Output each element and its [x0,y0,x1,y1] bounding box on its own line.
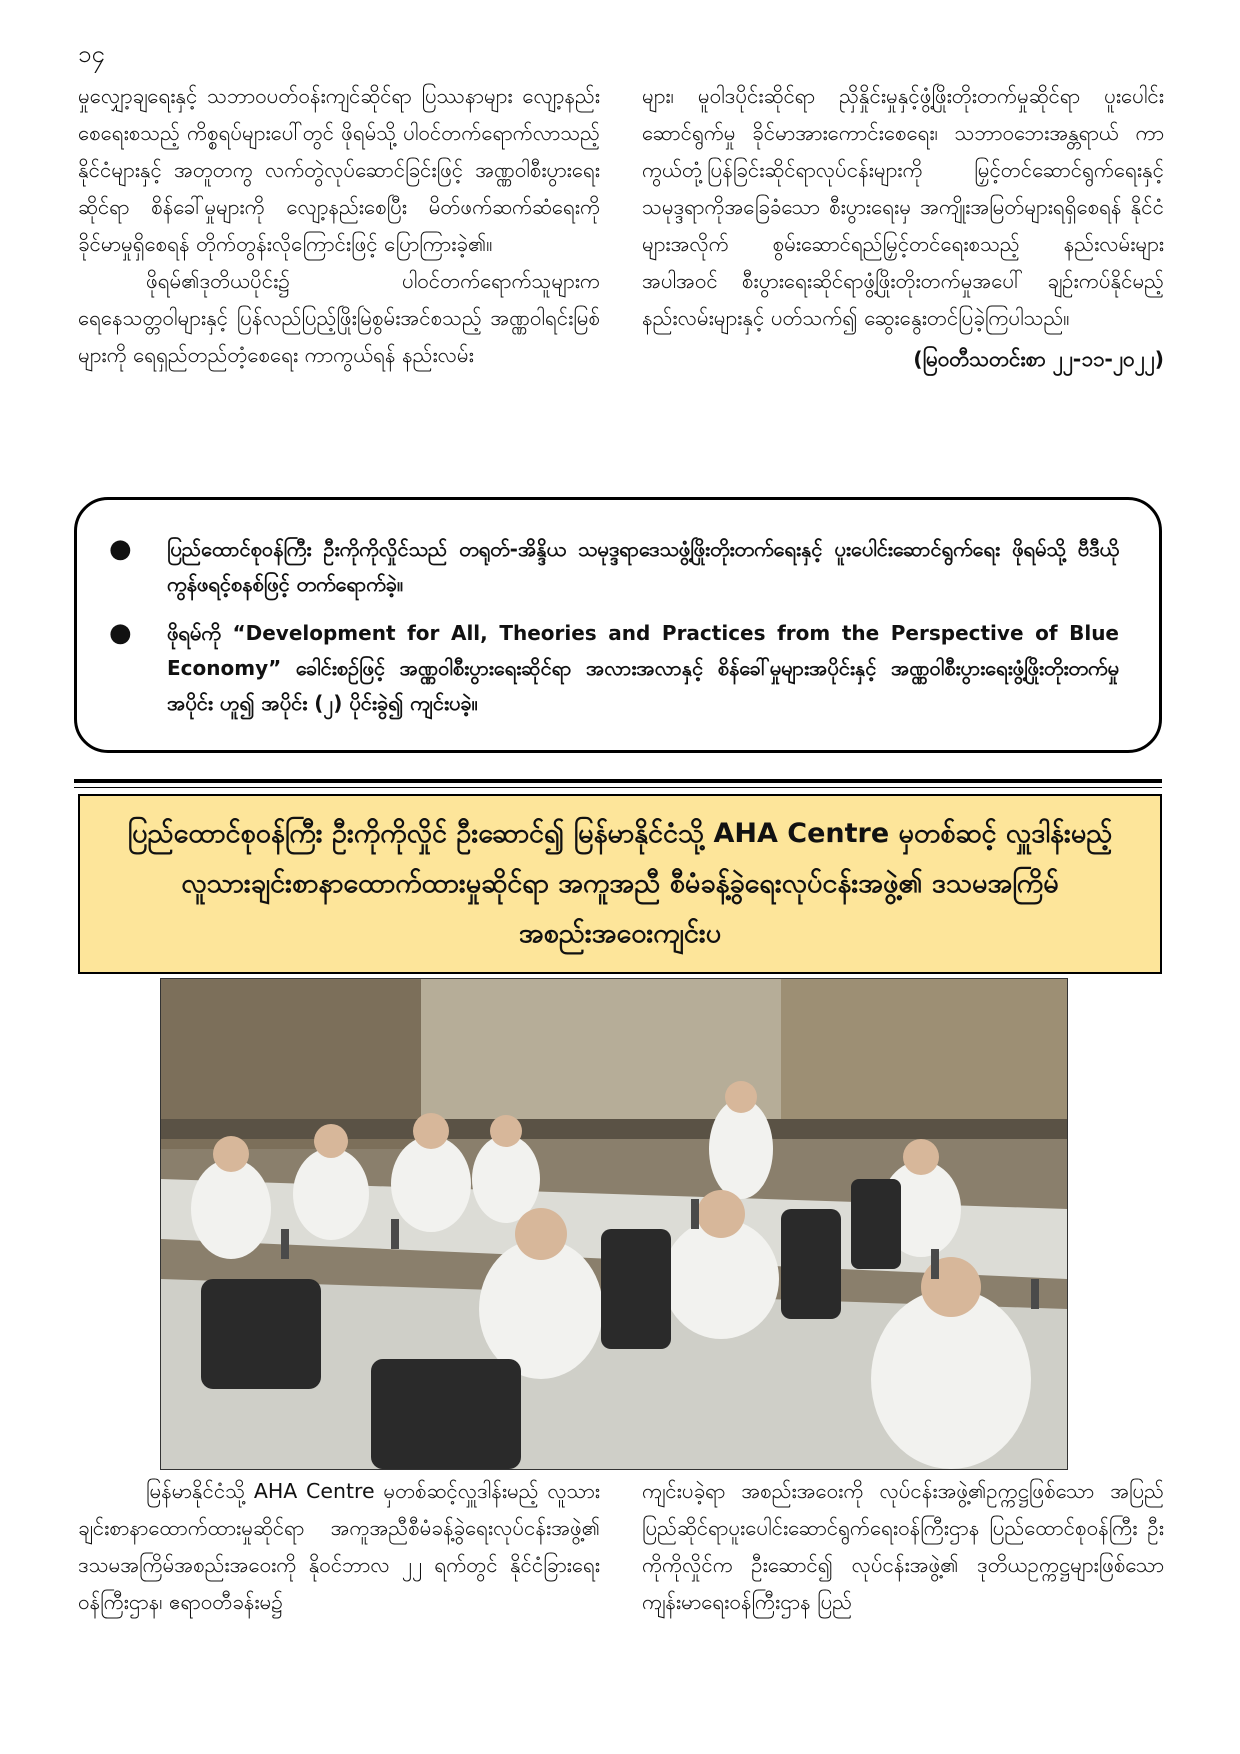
caption-paragraph: ကျင်းပခဲ့ရာ အစည်းအဝေးကို လုပ်ငန်းအဖွဲ့၏ဥက္ကဋ္ဌဖြစ်သော အပြည်ပြည်ဆိုင်ရာပူးပေါင်းဆောင်ရွက်ရေးဝန်ကြီးဌာန ပြည်ထောင်စုဝန်ကြီး ဦးကိုကိုလှိုင်က ဦးဆောင်၍ လုပ်ငန်းအဖွဲ့၏ ဒုတိယဥက္ကဋ္ဌများဖြစ်သော ကျန်းမာရေးဝန်ကြီးဌာန ပြည် [642,1479,1164,1614]
section-divider [74,779,1162,783]
photo-caption [78,1473,1164,1621]
caption-right-column [642,1473,1164,1621]
headline: ပြည်ထောင်စုဝန်ကြီး ဦးကိုကိုလှိုင် ဦးဆောင်၍ မြန်မာနိုင်ငံသို့ AHA Centre မှတစ်ဆင့် လှူဒါန်းမည့် လူသားချင်းစာနာထောက်ထားမှုဆိုင်ရာ အကူအညီ စီမံခန့်ခွဲရေးလုပ်ငန်းအဖွဲ့၏ ဒသမအကြိမ်အစည်းအဝေးကျင်းပ [127,818,1113,949]
highlight-text: ပြည်ထောင်စုဝန်ကြီး ဦးကိုကိုလှိုင်သည် တရုတ်-အိန္ဒိယ သမုဒ္ဒရာဒေသဖွံ့ဖြိုးတိုးတက်ရေးနှင့် ပူးပေါင်းဆောင်ရွက်ရေး ဖိုရမ်သို့ ဗီဒီယိုကွန်ဖရင့်စနစ်ဖြင့် တက်ရောက်ခဲ့။ [167,537,1119,596]
highlights-box [74,497,1162,753]
paragraph: ဖိုရမ်၏ဒုတိယပိုင်း၌ ပါဝင်တက်ရောက်သူများက ရေနေသတ္တဝါများနှင့် ပြန်လည်ပြည့်ဖြိုးမြဲစွမ်းအင်စသည့် အဏ္ဏဝါရင်းမြစ်များကို ရေရှည်တည်တံ့စေရေး ကာကွယ်ရန် နည်းလမ်း [78,269,600,367]
article-columns [78,78,1164,378]
paragraph: များ၊ မူဝါဒပိုင်းဆိုင်ရာ ညှိနှိုင်းမှုနှင့်ဖွံ့ဖြိုးတိုးတက်မှုဆိုင်ရာ ပူးပေါင်းဆောင်ရွက်မှု ခိုင်မာအားကောင်းစေရေး၊ သဘာဝဘေးအန္တရာယ် ကာကွယ်တုံ့ပြန်ခြင်းဆိုင်ရာလုပ်ငန်းများကို မြှင့်တင်ဆောင်ရွက်ရေးနှင့် သမုဒ္ဒရာကိုအခြေခံသော စီးပွားရေးမှ အကျိုးအမြတ်များရရှိစေရန် နိုင်ငံများအလိုက် စွမ်းဆောင်ရည်မြှင့်တင်ရေးစသည့် နည်းလမ်းများအပါအဝင် စီးပွားရေးဆိုင်ရာဖွံ့ဖြိုးတိုးတက်မှုအပေါ် ချဉ်းကပ်နိုင်မည့် နည်းလမ်းများနှင့် ပတ်သက်၍ ဆွေးနွေးတင်ပြခဲ့ကြပါသည်။ [642,84,1164,330]
page-number: ၁၄ [78,40,105,68]
source-citation: (မြဝတီသတင်းစာ ၂၂-၁၁-၂၀၂၂) [913,347,1164,371]
caption-left-column [78,1473,600,1621]
meeting-photo [160,978,1068,1470]
bullet-icon: ● [109,534,132,564]
section-divider-thin [74,787,1162,788]
highlight-item [109,532,1119,602]
paragraph: မှုလျှော့ချရေးနှင့် သဘာဝပတ်ဝန်းကျင်ဆိုင်ရာ ပြဿနာများ လျော့နည်းစေရေးစသည့် ကိစ္စရပ်များပေါ်တွင် ဖိုရမ်သို့ ပါဝင်တက်ရောက်လာသည့် နိုင်ငံများနှင့် အတူတကွ လက်တွဲလုပ်ဆောင်ခြင်းဖြင့် အဏ္ဏဝါစီးပွားရေးဆိုင်ရာ စိန်ခေါ်မှုများကို လျော့နည်းစေပြီး မိတ်ဖက်ဆက်ဆံရေးကို ခိုင်မာမှုရှိစေရန် တိုက်တွန်းလိုကြောင်းဖြင့် ပြောကြားခဲ့၏။ [78,84,600,256]
headline-box [78,794,1162,974]
left-column [78,78,600,378]
caption-paragraph: မြန်မာနိုင်ငံသို့ AHA Centre မှတစ်ဆင့်လှူဒါန်းမည့် လူသားချင်းစာနာထောက်ထားမှုဆိုင်ရာ အကူအညီစီမံခန့်ခွဲရေးလုပ်ငန်းအဖွဲ့၏ ဒသမအကြိမ်အစည်းအဝေးကို နိုဝင်ဘာလ ၂၂ ရက်တွင် နိုင်ငံခြားရေးဝန်ကြီးဌာန၊ ဧရာဝတီခန်းမ၌ [78,1479,600,1614]
right-column [642,78,1164,378]
bullet-icon: ● [109,618,132,648]
highlight-item [109,616,1119,721]
highlight-text: ဖိုရမ်ကို “Development for All, Theories and Practices from the Perspective of Blue Economy” ခေါင်းစဉ်ဖြင့် အဏ္ဏဝါစီးပွားရေးဆိုင်ရာ အလားအလာနှင့် စိန်ခေါ်မှုများအပိုင်းနှင့် အဏ္ဏဝါစီးပွားရေးဖွံ့ဖြိုးတိုးတက်မှုအပိုင်း ဟူ၍ အပိုင်း (၂) ပိုင်းခွဲ၍ ကျင်းပခဲ့။ [167,621,1119,715]
